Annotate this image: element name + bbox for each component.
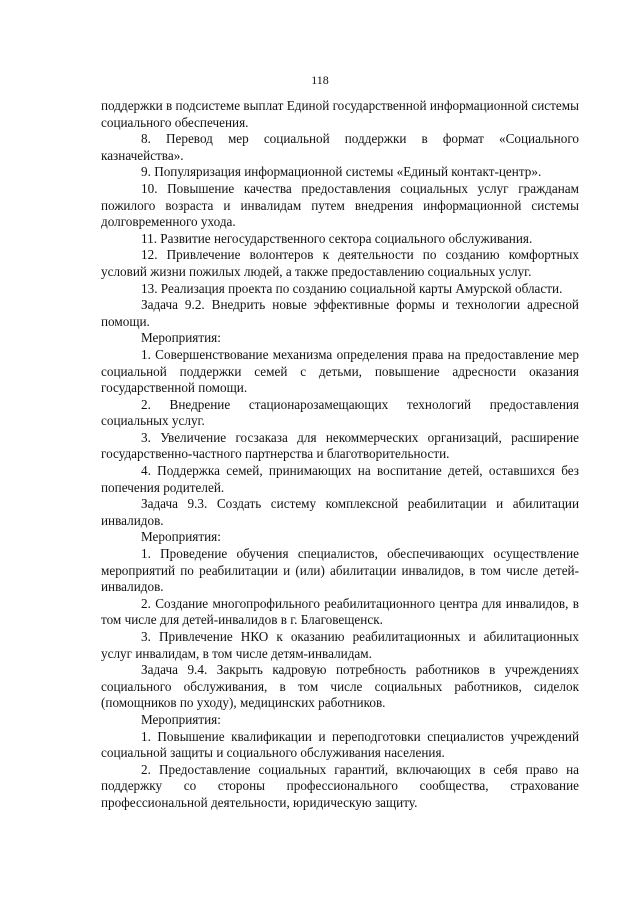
document-body	[101, 98, 579, 812]
measures-heading: Мероприятия:	[141, 330, 221, 346]
paragraph-measure: 1. Совершенствование механизма определения права на предоставление мер социальной поддержки семей с детьми, повышение адресности оказания государственной помощи.	[101, 346, 579, 396]
paragraph-measure: 3. Привлечение НКО к оказанию реабилитационных и абилитационных услуг инвалидам, в том числе детям-инвалидам.	[101, 629, 579, 661]
paragraph-item-13: 13. Реализация проекта по созданию социальной карты Амурской области.	[141, 280, 563, 296]
paragraph-item-11: 11. Развитие негосударственного сектора социального обслуживания.	[141, 230, 533, 246]
task-heading-9-3: Задача 9.3. Создать систему комплексной реабилитации и абилитации инвалидов.	[101, 496, 579, 528]
paragraph-item-12: 12. Привлечение волонтеров к деятельности по созданию комфортных условий жизни пожилых людей, а также предоставлению социальных услуг.	[101, 247, 579, 279]
paragraph-item-10: 10. Повышение качества предоставления социальных услуг гражданам пожилого возраста и инвалидам путем внедрения информационной системы долговременного ухода.	[101, 180, 579, 230]
paragraph-measure: 1. Проведение обучения специалистов, обеспечивающих осуществление мероприятий по реабилитации и (или) абилитации инвалидов, в том числе детей-инвалидов.	[101, 546, 579, 595]
paragraph-item-9: 9. Популяризация информационной системы «Единый контакт-центр».	[141, 164, 542, 180]
paragraph-measure: 2. Внедрение стационарозамещающих технологий предоставления социальных услуг.	[101, 396, 579, 429]
paragraph-measure: 4. Поддержка семей, принимающих на воспитание детей, оставшихся без попечения родителей.	[101, 463, 579, 495]
paragraph-measure: 3. Увеличение госзаказа для некоммерческих организаций, расширение государственно-частного партнерства и благотворительности.	[101, 429, 579, 462]
measures-heading: Мероприятия:	[141, 529, 221, 545]
paragraph-item-8: 8. Перевод мер социальной поддержки в формат «Социального казначейства».	[101, 131, 579, 163]
measures-heading: Мероприятия:	[141, 711, 221, 727]
paragraph-measure: 2. Предоставление социальных гарантий, включающих в себя право на поддержку со стороны профессионального сообщества, страхование профессиональной деятельности, юридическую защиту.	[101, 761, 579, 810]
paragraph-continuation: поддержки в подсистеме выплат Единой государственной информационной системы социального обеспечения.	[101, 98, 579, 130]
paragraph-measure: 2. Создание многопрофильного реабилитационного центра для инвалидов, в том числе для детей-инвалидов в г. Благовещенск.	[101, 595, 579, 628]
task-heading-9-4: Задача 9.4. Закрыть кадровую потребность работников в учреждениях социального обслуживания, в том числе социальных работников, сиделок (помощников по уходу), медицинских работников.	[101, 662, 579, 711]
paragraph-measure: 1. Повышение квалификации и переподготовки специалистов учреждений социальной защиты и социального обслуживания населения.	[101, 728, 579, 761]
page-number: 118	[311, 73, 329, 87]
task-heading-9-2: Задача 9.2. Внедрить новые эффективные формы и технологии адресной помощи.	[101, 297, 579, 329]
